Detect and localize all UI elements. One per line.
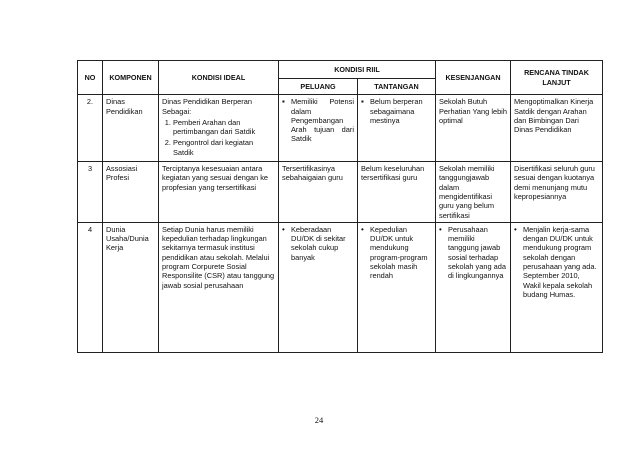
analysis-table [77, 60, 603, 353]
header-kondisi-ideal: KONDISI IDEAL [159, 61, 279, 95]
header-kondisi-riil: KONDISI RIIL [279, 61, 436, 79]
rencana-list [514, 225, 599, 299]
header-kesenjangan: KESENJANGAN [436, 61, 511, 95]
header-no: NO [78, 61, 103, 95]
list-item: 2. Pengontrol dari kegiatan Satdik [173, 138, 275, 157]
list-item: • Menjalin kerja-sama dengan DU/DK untuk mendukung program sekolah dengan perusahaan yang ada. September 2010, Wakil kepala sekolah budang Humas. [523, 225, 599, 299]
row-kondisi-ideal [159, 95, 279, 162]
row-tantangan: Belum keseluruhan tersertifikasi guru [358, 162, 436, 223]
row-peluang [279, 95, 358, 162]
row-tantangan [358, 95, 436, 162]
kesenjangan-list [439, 225, 507, 281]
list-item: • Keberadaan DU/DK di sekitar sekolah cukup banyak [291, 225, 354, 262]
row-peluang [279, 222, 358, 352]
row-komponen: Dinas Pendidikan [103, 95, 159, 162]
row-tantangan [358, 222, 436, 352]
tantangan-list [361, 225, 432, 281]
row-number: 4 [78, 222, 103, 352]
row-peluang: Tersertifikasinya sebahaigaian guru [279, 162, 358, 223]
table-row [78, 95, 603, 162]
header-rencana-tindak-lanjut: RENCANA TINDAK LANJUT [511, 61, 603, 95]
header-komponen: KOMPONEN [103, 61, 159, 95]
peluang-list [282, 225, 354, 262]
header-tantangan: TANTANGAN [358, 79, 436, 95]
row-rencana: Disertifikasi seluruh guru sesuai dengan kuotanya demi menunjang mutu kepropesiannya [511, 162, 603, 223]
list-item: ▪ Belum berperan sebagaimana mestinya [370, 97, 432, 125]
list-item: ▪ Memiliki Potensi dalam Pengembangan Arah tujuan dari Satdik [291, 97, 354, 143]
tantangan-list [361, 97, 432, 125]
row-kondisi-ideal: Setiap Dunia harus memiliki kepedulian terhadap lingkungan sekitarnya termasuk institusi pendidikan atau sekolah. Melalui program Corpurete Sosial Responsilite (CSR) atau tanggung jawab sosial perusahaan [159, 222, 279, 352]
row-komponen: Dunia Usaha/Dunia Kerja [103, 222, 159, 352]
table-row [78, 222, 603, 352]
row-rencana: Mengoptimalkan Kinerja Satdik dengan Arahan dan Bimbingan Dari Dinas Pendidikan [511, 95, 603, 162]
row-kondisi-ideal: Terciptanya kesesuaian antara kegiatan yang sesuai dengan ke propfesian yang tersertifikasi [159, 162, 279, 223]
page-number: 24 [314, 415, 324, 425]
row-kesenjangan: Sekolah Butuh Perhatian Yang lebih optimal [436, 95, 511, 162]
list-item: • Perusahaan memiliki tanggung jawab sosial terhadap sekolah yang ada di lingkungannya [448, 225, 507, 281]
table-row [78, 162, 603, 223]
row-kesenjangan: Sekolah memiliki tanggungjawab dalam mengidentifikasi guru yang belum sertifikasi [436, 162, 511, 223]
row-komponen: Assosiasi Profesi [103, 162, 159, 223]
list-item: • Kepedulian DU/DK untuk mendukung program-program sekolah masih rendah [370, 225, 432, 281]
row-kesenjangan [436, 222, 511, 352]
header-peluang: PELUANG [279, 79, 358, 95]
row-rencana [511, 222, 603, 352]
peluang-list [282, 97, 354, 143]
list-item: 1. Pemberi Arahan dan pertimbangan dari Satdik [173, 118, 275, 137]
row-number: 2. [78, 95, 103, 162]
kondisi-ideal-list [162, 118, 275, 157]
row-number: 3 [78, 162, 103, 223]
kondisi-ideal-intro: Dinas Pendidikan Berperan Sebagai: [162, 97, 252, 116]
